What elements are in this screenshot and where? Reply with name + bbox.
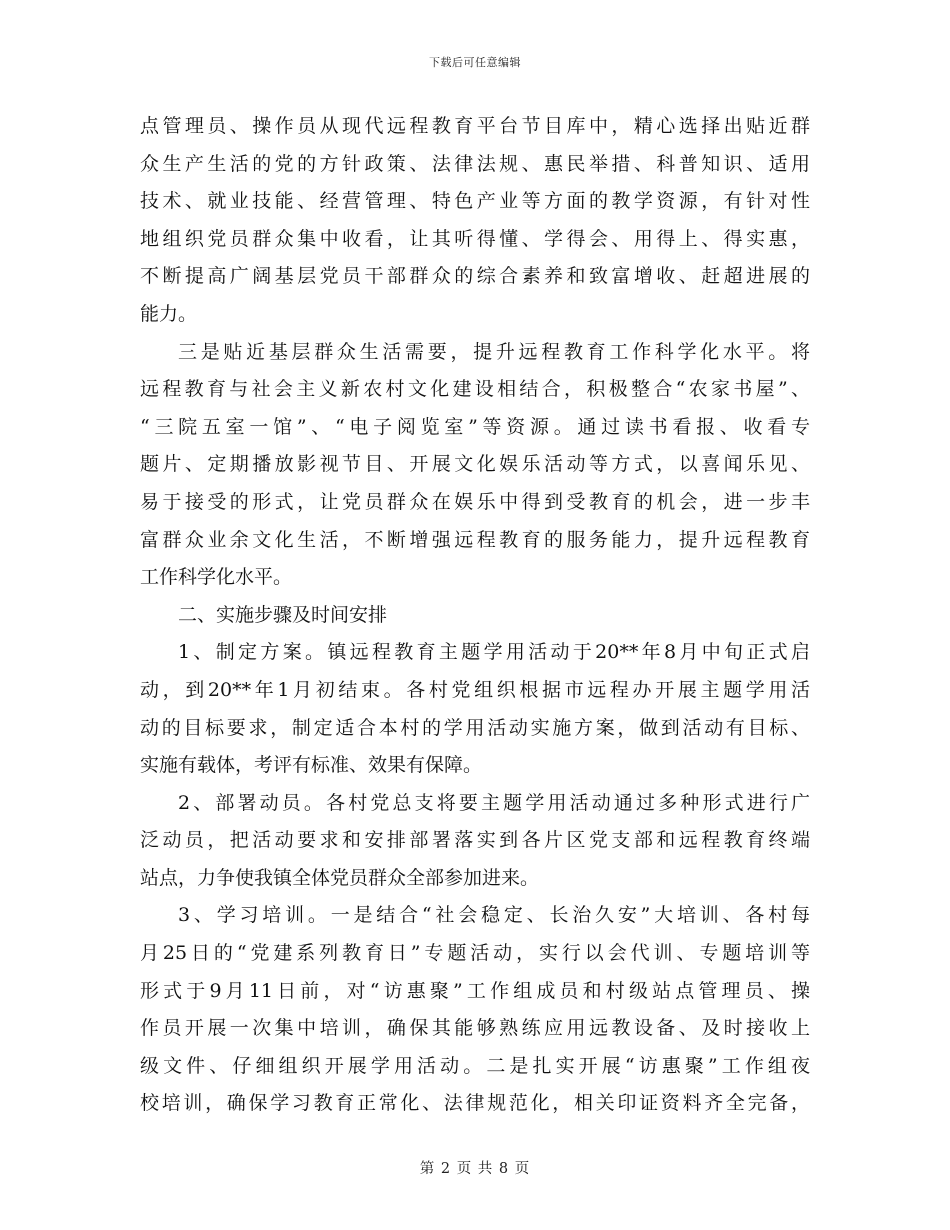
document-body [140, 108, 810, 1123]
text-line: 二、实施步骤及时间安排 [178, 603, 388, 626]
text-line: 3、学习培训。一是结合“社会稳定、长治久安”大培训、各村每 [178, 904, 810, 927]
text-line: 动的目标要求，制定适合本村的学用活动实施方案，做到活动有目标、 [140, 716, 810, 739]
text-line: 站点，力争使我镇全体党员群众全部参加进来。 [140, 866, 540, 889]
text-line: 点管理员、操作员从现代远程教育平台节目库中，精心选择出贴近群 [140, 115, 810, 137]
page-footer: 第 2 页 共 8 页 [419, 1161, 531, 1177]
text-line: 题片、定期播放影视节目、开展文化娱乐活动等方式，以喜闻乐见、 [140, 453, 810, 476]
text-line: 泛动员，把活动要求和安排部署落实到各片区党支部和远程教育终端 [140, 829, 810, 852]
text-line: 校培训，确保学习教育正常化、法律规范化，相关印证资料齐全完备， [140, 1092, 810, 1115]
text-line: 不断提高广阔基层党员干部群众的综合素养和致富增收、赶超进展的 [140, 265, 810, 288]
text-line: 作员开展一次集中培训，确保其能够熟练应用远教设备、及时接收上 [140, 1017, 810, 1040]
text-line: 能力。 [140, 302, 198, 325]
text-line: “三院五室一馆”、“电子阅览室”等资源。通过读书看报、收看专 [140, 415, 810, 438]
text-line: 2、部署动员。各村党总支将要主题学用活动通过多种形式进行广 [178, 791, 810, 814]
text-line: 1、制定方案。镇远程教育主题学用活动于20**年8月中旬正式启 [178, 641, 810, 664]
text-line: 形式于9月11日前，对“访惠聚”工作组成员和村级站点管理员、操 [140, 979, 810, 1002]
text-line: 级文件、仔细组织开展学用活动。二是扎实开展“访惠聚”工作组夜 [140, 1054, 810, 1077]
text-line: 工作科学化水平。 [140, 566, 293, 589]
text-line: 众生产生活的党的方针政策、法律法规、惠民举措、科普知识、适用 [140, 152, 810, 175]
text-line: 技术、就业技能、经营管理、特色产业等方面的教学资源，有针对性 [140, 190, 810, 213]
page-header: 下载后可任意编辑 [429, 56, 521, 69]
text-line: 易于接受的形式，让党员群众在娱乐中得到受教育的机会，进一步丰 [140, 490, 810, 513]
text-line: 动，到20**年1月初结束。各村党组织根据市远程办开展主题学用活 [140, 678, 810, 701]
text-line: 月25日的“党建系列教育日”专题活动，实行以会代训、专题培训等 [140, 942, 810, 965]
text-line: 实施有载体，考评有标准、效果有保障。 [140, 754, 483, 777]
text-line: 远程教育与社会主义新农村文化建设相结合，积极整合“农家书屋”、 [140, 378, 810, 401]
text-line: 富群众业余文化生活，不断增强远程教育的服务能力，提升远程教育 [140, 528, 810, 551]
text-line: 三是贴近基层群众生活需要，提升远程教育工作科学化水平。将 [178, 340, 810, 363]
text-line: 地组织党员群众集中收看，让其听得懂、学得会、用得上、得实惠， [140, 227, 810, 250]
